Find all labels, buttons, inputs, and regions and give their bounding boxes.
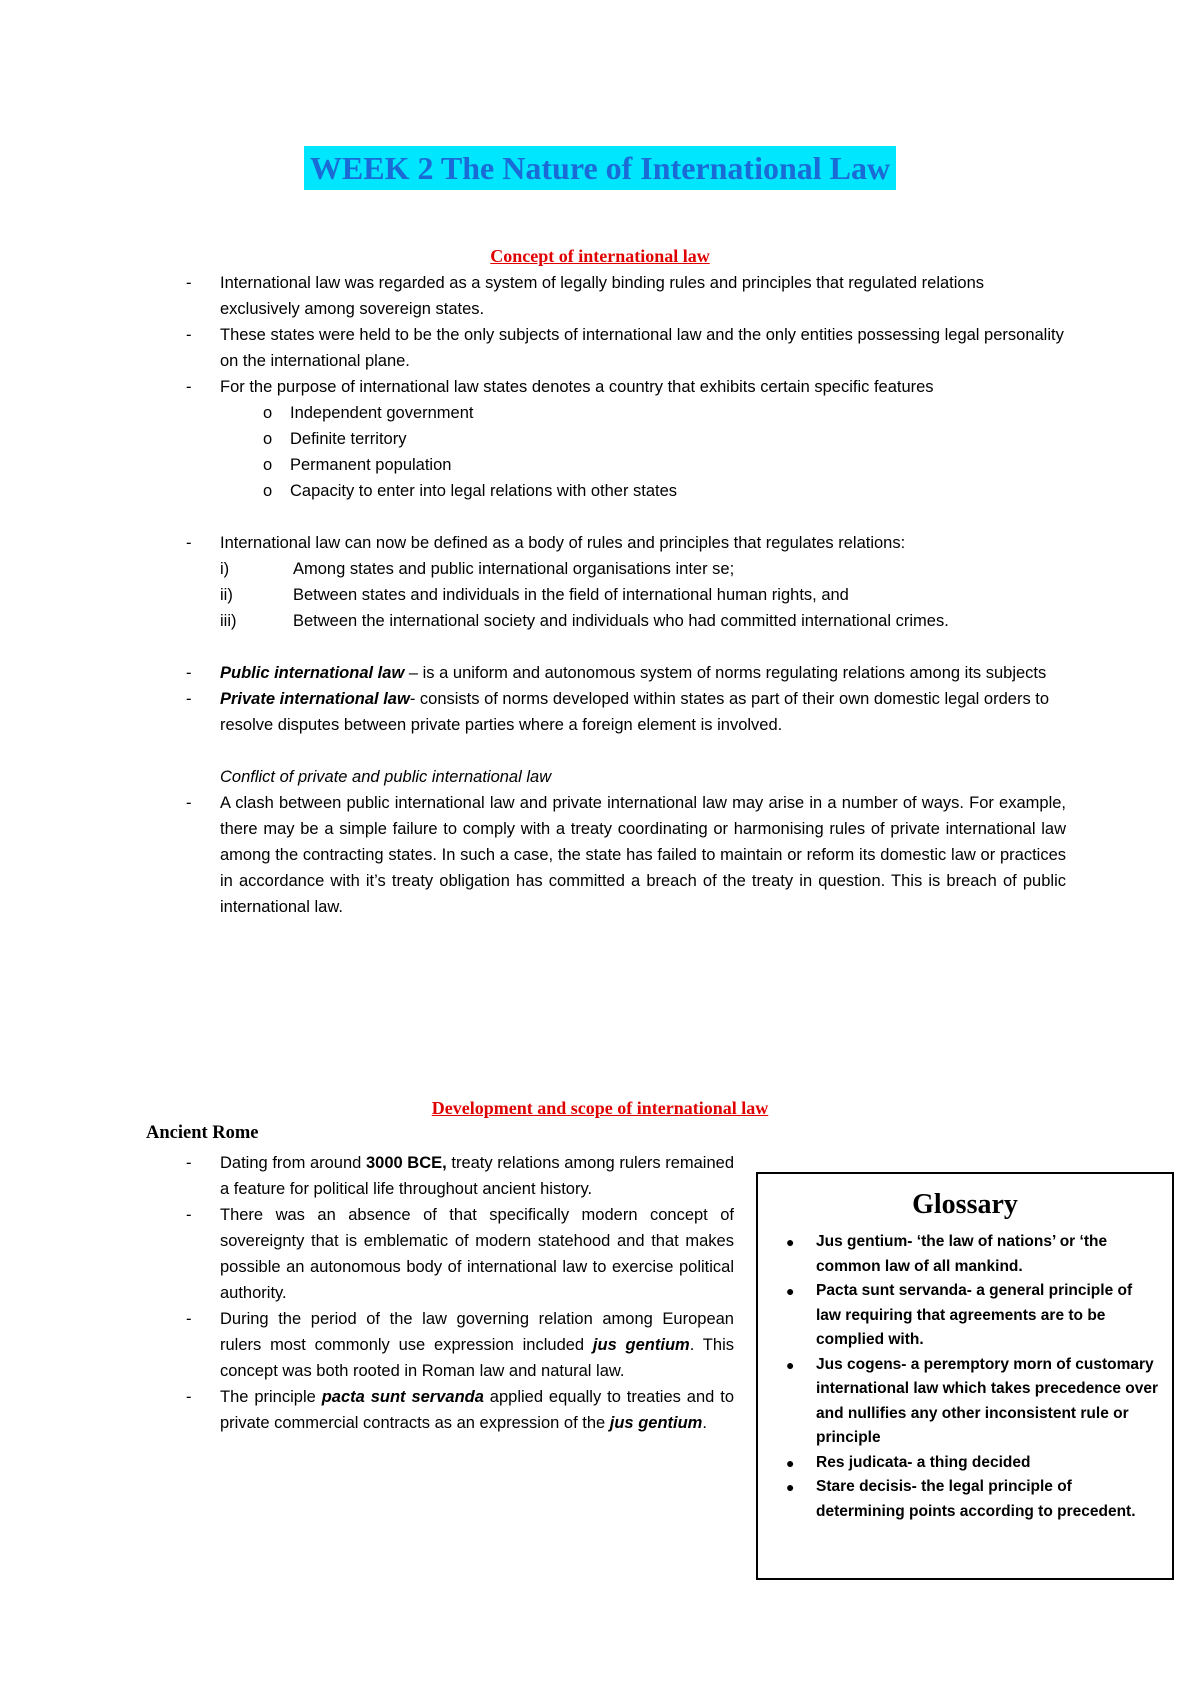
dash-bullet: - [186, 1154, 192, 1172]
circle-bullet: o [263, 482, 273, 500]
dash-bullet: - [186, 378, 192, 396]
concept-section [186, 270, 1066, 920]
dash-bullet: - [186, 664, 192, 682]
concept-heading: Concept of international law [490, 246, 710, 266]
list-item: - International law was regarded as a system of legally binding rules and principles that regulated relations exclusively among sovereign states. [186, 270, 1066, 322]
feature-item: o Permanent population [186, 452, 1066, 478]
list-item: - A clash between public international law and private international law may arise in a number of ways. For example, there may be a simple failure to comply with a treaty coordinating or harmonising rules of private international law among the contracting states. In such a case, the state has failed to maintain or reform its domestic law or practices in accordance with it’s treaty obligation has committed a breach of the treaty in question. This is breach of public international law. [186, 790, 1066, 920]
relation-item: iii) Between the international society and individuals who had committed international crimes. [220, 612, 949, 630]
glossary-list [758, 1230, 1172, 1524]
relation-item: i) Among states and public international organisations inter se; [220, 560, 735, 578]
ancient-rome-heading: Ancient Rome [146, 1123, 259, 1143]
glossary-item: ● Jus cogens- a peremptory morn of customary international law which takes precedence over and nullifies any other inconsistent rule or principle [758, 1353, 1172, 1451]
list-item: - During the period of the law governing relation among European rulers most commonly use expression included jus gentium. This concept was both rooted in Roman law and natural law. [186, 1306, 734, 1384]
dash-bullet: - [186, 326, 192, 344]
bullet-icon: ● [786, 1234, 795, 1250]
glossary-item: ● Jus gentium- ‘the law of nations’ or ‘the common law of all mankind. [758, 1230, 1172, 1279]
bullet-icon: ● [786, 1283, 795, 1299]
feature-item: o Capacity to enter into legal relations with other states [186, 478, 1066, 504]
page-title: WEEK 2 The Nature of International Law [304, 146, 896, 190]
list-item: - There was an absence of that specifically modern concept of sovereignty that is emblematic of modern statehood and that makes possible an autonomous body of international law to exercise political authority. [186, 1202, 734, 1306]
title-wrap [0, 146, 1200, 190]
feature-item: o Definite territory [186, 426, 1066, 452]
glossary-item: ● Pacta sunt servanda- a general principle of law requiring that agreements are to be complied with. [758, 1279, 1172, 1353]
glossary-item: ● Stare decisis- the legal principle of determining points according to precedent. [758, 1475, 1172, 1524]
development-section [186, 1150, 734, 1436]
spacer [186, 634, 1066, 660]
list-item: - Private international law- consists of norms developed within states as part of their own domestic legal orders to resolve disputes between private parties where a foreign element is involved. [186, 686, 1066, 738]
dash-bullet: - [186, 690, 192, 708]
list-item: - International law can now be defined as a body of rules and principles that regulates relations: [186, 530, 1066, 556]
feature-item: o Independent government [186, 400, 1066, 426]
development-heading: Development and scope of international law [431, 1098, 769, 1118]
private-law-term: Private international law [220, 690, 410, 708]
bullet-icon: ● [786, 1356, 795, 1373]
circle-bullet: o [263, 456, 273, 474]
spacer [186, 504, 1066, 530]
dash-bullet: - [186, 534, 192, 552]
glossary-title: Glossary [912, 1189, 1018, 1220]
list-item: - The principle pacta sunt servanda applied equally to treaties and to private commercial contracts as an expression of the jus gentium. [186, 1384, 734, 1436]
dash-bullet: - [186, 1310, 192, 1328]
dash-bullet: - [186, 1388, 192, 1406]
glossary-box [756, 1172, 1174, 1580]
glossary-item: ● Res judicata- a thing decided [758, 1451, 1172, 1476]
bullet-icon: ● [786, 1479, 795, 1495]
dash-bullet: - [186, 274, 192, 292]
circle-bullet: o [263, 430, 273, 448]
list-item: - These states were held to be the only subjects of international law and the only entities possessing legal personality on the international plane. [186, 322, 1066, 374]
dash-bullet: - [186, 1206, 192, 1224]
conflict-heading: Conflict of private and public international law [220, 768, 552, 786]
dash-bullet: - [186, 794, 192, 812]
spacer [186, 738, 1066, 764]
relation-item: ii) Between states and individuals in the field of international human rights, and [220, 586, 849, 604]
bullet-icon: ● [786, 1454, 795, 1471]
list-item: - For the purpose of international law states denotes a country that exhibits certain specific features [186, 374, 1066, 400]
list-item: - Public international law – is a uniform and autonomous system of norms regulating relations among its subjects [186, 660, 1066, 686]
public-law-term: Public international law [220, 664, 405, 682]
list-item: - Dating from around 3000 BCE, treaty relations among rulers remained a feature for political life throughout ancient history. [186, 1150, 734, 1202]
circle-bullet: o [263, 404, 273, 422]
